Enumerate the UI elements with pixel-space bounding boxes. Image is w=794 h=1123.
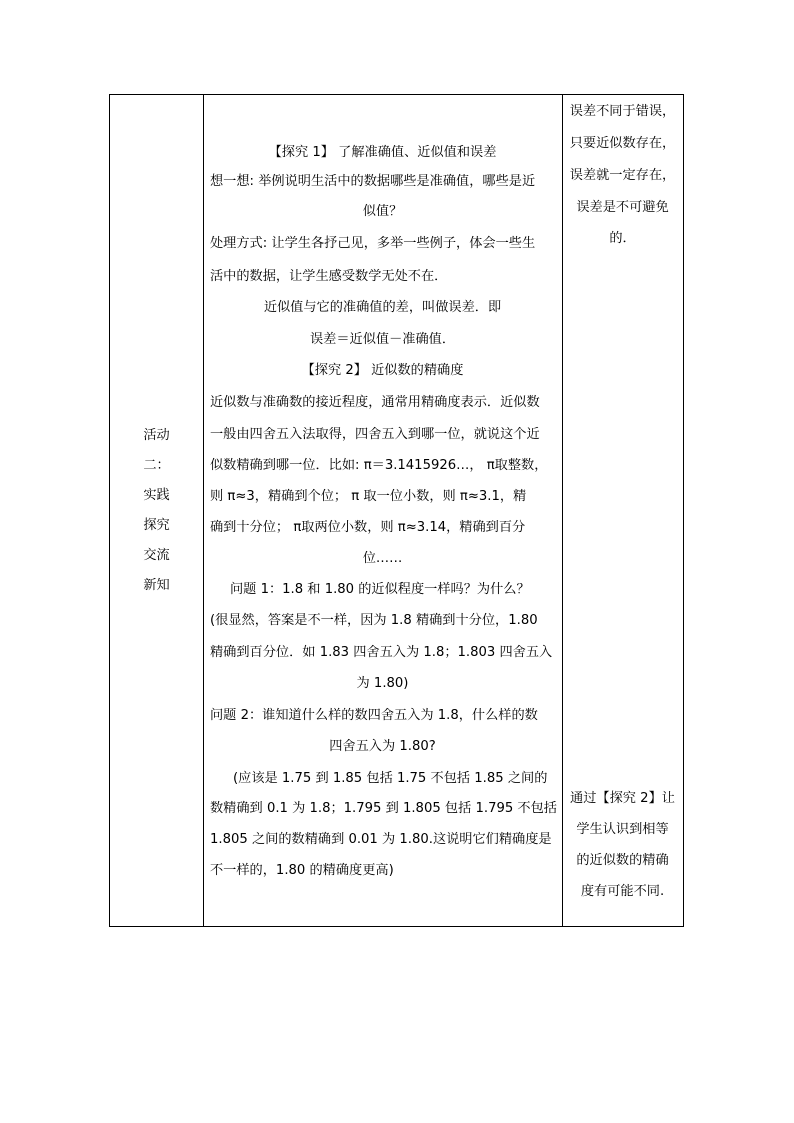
answer-2-line: 数精确到 0.1 为 1.8；1.795 到 1.805 包括 1.795 不包括	[210, 801, 557, 816]
explore2-heading: 【探究 2】 近似数的精确度	[301, 363, 464, 378]
paragraph-line: 确到十分位； π取两位小数，则 π≈3.14，精确到百分	[210, 520, 526, 535]
notes-cell	[562, 95, 683, 926]
think-question: 想一想: 举例说明生活中的数据哪些是准确值，哪些是近	[210, 174, 536, 189]
lesson-table	[109, 94, 684, 927]
note-line: 误差是不可避免	[576, 200, 669, 215]
content-cell	[203, 95, 563, 926]
activity-label-line: 活动	[143, 428, 170, 443]
note-line: 误差就一定存在，	[569, 168, 676, 183]
answer-2-line: 1.805 之间的数精确到 0.01 为 1.80.这说明它们精确度是	[210, 832, 552, 847]
paragraph-line: 一般由四舍五入法取得，四舍五入到哪一位，就说这个近	[210, 427, 540, 442]
note-line: 的．	[609, 231, 636, 246]
activity-label-line: 新知	[143, 578, 170, 593]
question-2-cont: 四舍五入为 1.80?	[329, 739, 436, 754]
note-line: 的近似数的精确	[576, 853, 669, 868]
answer-2-line: (应该是 1.75 到 1.85 包括 1.75 不包括 1.85 之间的	[233, 771, 548, 786]
paragraph-line: 似数精确到哪一位．比如: π＝3.1415926…， π取整数，	[210, 458, 548, 473]
method-text: 处理方式: 让学生各抒己见，多举一些例子，体会一些生	[210, 236, 536, 251]
answer-1-line: 精确到百分位．如 1.83 四舍五入为 1.8；1.803 四舍五入	[210, 645, 553, 660]
activity-label-cell	[110, 95, 204, 926]
answer-1-line: 为 1.80)	[356, 676, 409, 691]
note-line: 误差不同于错误，	[569, 104, 676, 119]
paragraph-line: 近似数与准确数的接近程度，通常用精确度表示．近似数	[210, 395, 540, 410]
activity-label-line: 探究	[143, 518, 170, 533]
paragraph-line: 则 π≈3，精确到个位； π 取一位小数，则 π≈3.1，精	[210, 489, 527, 504]
method-text-cont: 活中的数据，让学生感受数学无处不在．	[210, 269, 448, 284]
paragraph-line: 位……	[362, 551, 403, 566]
answer-1-line: (很显然，答案是不一样，因为 1.8 精确到十分位，1.80	[210, 613, 538, 628]
activity-label-line: 二：	[143, 458, 170, 473]
note-line: 只要近似数存在，	[569, 136, 676, 151]
note-line: 学生认识到相等	[576, 822, 669, 837]
question-2: 问题 2：谁知道什么样的数四舍五入为 1.8，什么样的数	[210, 708, 538, 723]
error-formula: 误差＝近似值－准确值．	[309, 332, 456, 347]
note-line: 通过【探究 2】让	[570, 791, 675, 806]
question-1: 问题 1：1.8 和 1.80 的近似程度一样吗？为什么？	[230, 582, 530, 597]
think-question-cont: 似值？	[362, 204, 403, 219]
explore1-heading: 【探究 1】 了解准确值、近似值和误差	[268, 145, 497, 160]
error-definition: 近似值与它的准确值的差，叫做误差．即	[263, 300, 502, 315]
activity-label-line: 交流	[143, 548, 170, 563]
answer-2-line: 不一样的，1.80 的精确度更高)	[210, 863, 394, 878]
activity-label-line: 实践	[143, 488, 170, 503]
note-line: 度有可能不同.	[580, 884, 665, 899]
